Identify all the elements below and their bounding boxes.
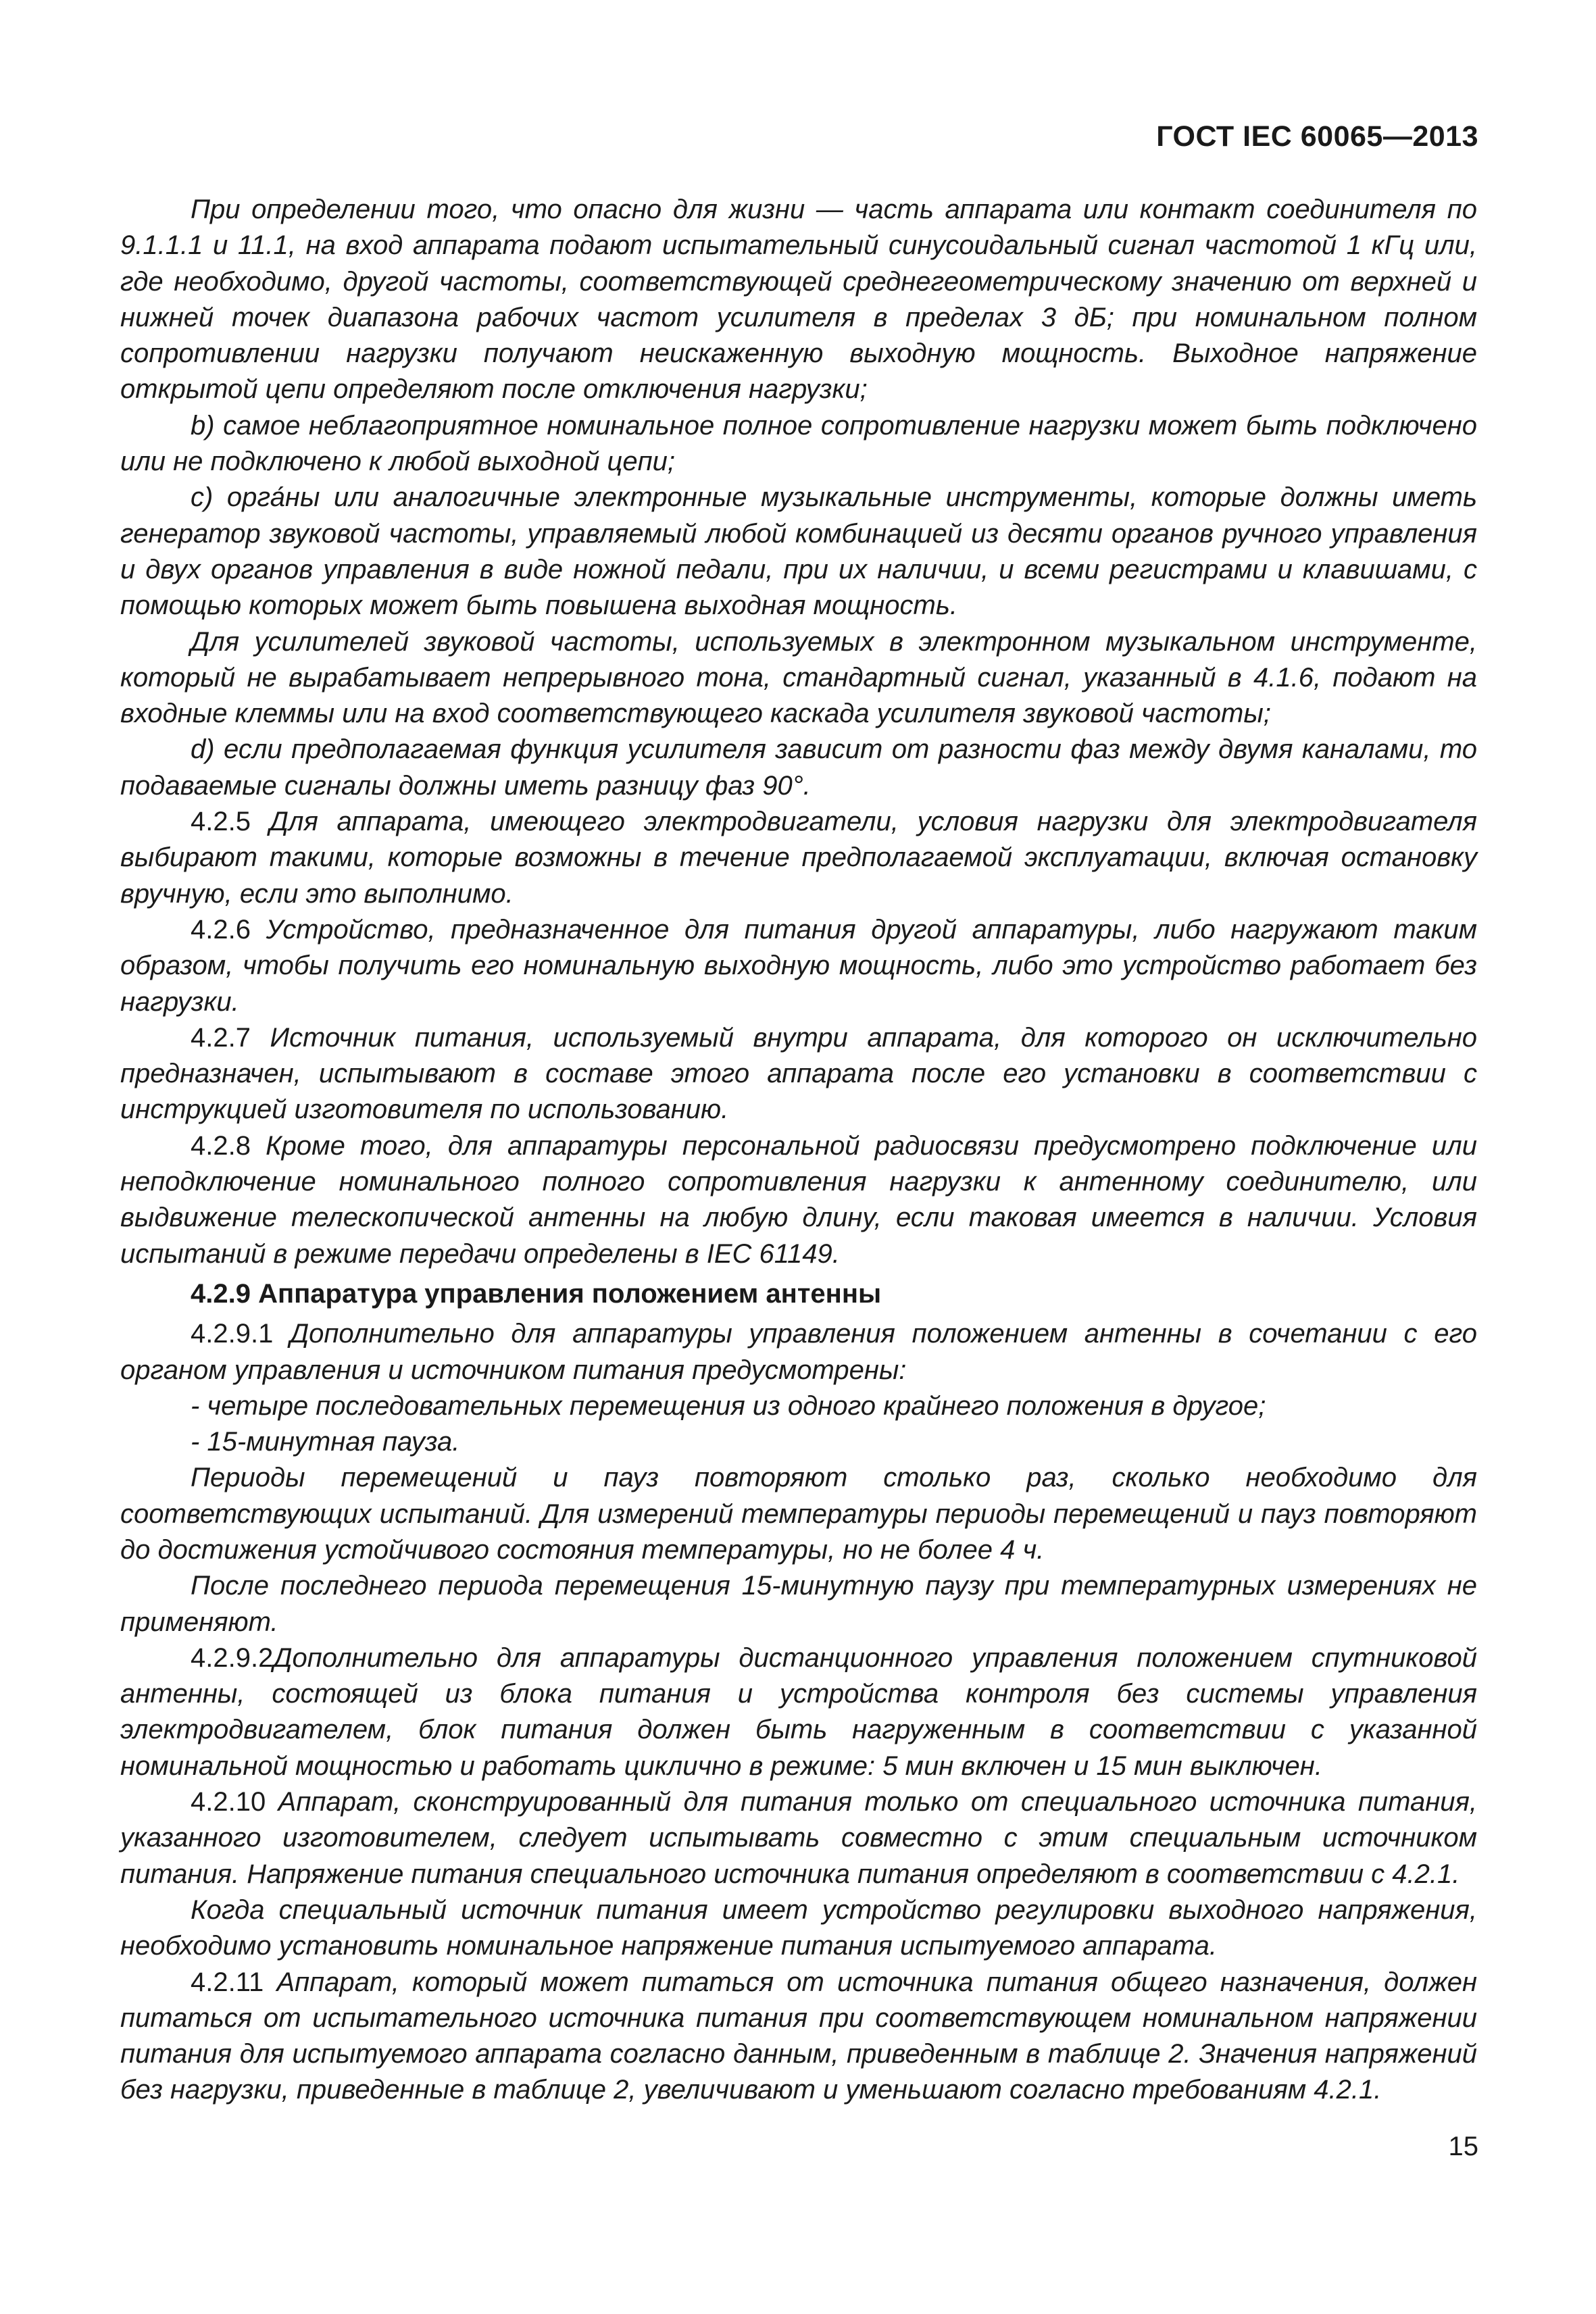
document-header: ГОСТ IEC 60065—2013 [1156, 120, 1478, 153]
paragraph-text: Устройство, предназначенное для питания другой аппаратуры, либо нагружают таким образом, чтобы получить его номинальную выходную мощность, либо это устройство работает без нагрузки. [120, 914, 1477, 1017]
clause-number: 4.2.7 [191, 1022, 251, 1053]
clause-number: 4.2.11 [191, 1967, 264, 1997]
paragraph [120, 804, 1477, 912]
paragraph-text: b) самое неблагоприятное номинальное полное сопротивление нагрузки может быть подключено или не подключено к любой выходной цепи; [120, 410, 1477, 477]
paragraph [120, 1020, 1477, 1128]
paragraph [120, 1316, 1477, 1388]
paragraph [120, 1784, 1477, 1892]
paragraph-text: Аппарат, сконструированный для питания только от специального источника питания, указанного изготовителем, следует испытывать совместно с этим специальным источником питания. Напряжение питания специального источника питания определяют в соответствии с 4.2.1. [120, 1787, 1477, 1889]
paragraph [120, 912, 1477, 1020]
paragraph [120, 624, 1477, 732]
clause-number: 4.2.9.1 [191, 1319, 274, 1349]
paragraph-text: d) если предполагаемая функция усилителя зависит от разности фаз между двумя каналами, то подаваемые сигналы должны иметь разницу фаз 90°. [120, 734, 1477, 801]
list-item [120, 1388, 1477, 1424]
paragraph-text: Аппарат, который может питаться от источника питания общего назначения, должен питаться от испытательного источника питания при соответствующем номинальном напряжении питания для испытуемого аппарата согласно данным, приведенным в таблице 2. Значения напряжений без нагрузки, приведенные в таблице 2, увеличивают и уменьшают согласно требованиям 4.2.1. [120, 1967, 1477, 2105]
paragraph-text: Дополнительно для аппаратуры управления положением антенны в сочетании с его органом управления и источником питания предусмотрены: [120, 1319, 1477, 1385]
clause-number: 4.2.8 [191, 1130, 251, 1161]
paragraph [120, 1892, 1477, 1965]
paragraph-text: - четыре последовательных перемещения из одного крайнего положения в другое; [191, 1390, 1266, 1421]
paragraph-text: Кроме того, для аппаратуры персональной радиосвязи предусмотрено подключение или неподключение номинального полного сопротивления нагрузки к антенному соединителю, или выдвижение телескопической антенны на любую длину, если таковая имеется в наличии. Условия испытаний в режиме передачи определены в IEC 61149. [120, 1130, 1477, 1269]
paragraph [120, 1640, 1477, 1784]
paragraph-text: Когда специальный источник питания имеет устройство регулировки выходного напряжения, необходимо установить номинальное напряжение питания испытуемого аппарата. [120, 1894, 1477, 1961]
paragraph-text: Для усилителей звуковой частоты, используемых в электронном музыкальном инструменте, который не вырабатывает непрерывного тона, стандартный сигнал, указанный в 4.1.6, подают на входные клеммы или на вход соответствующего каскада усилителя звуковой частоты; [120, 626, 1477, 729]
clause-number: 4.2.9.2 [191, 1642, 274, 1673]
paragraph-text: Дополнительно для аппаратуры дистанционного управления положением спутниковой антенны, состоящей из блока питания и устройства контроля без системы управления электродвигателем, блок питания должен быть нагруженным в соответствии с указанной номинальной мощностью и работать циклично в режиме: 5 мин включен и 15 мин выключен. [120, 1642, 1477, 1781]
paragraph-text: Периоды перемещений и пауз повторяют столько раз, сколько необходимо для соответствующих испытаний. Для измерений температуры периоды перемещений и пауз повторяют до достижения устойчивого состояния температуры, но не более 4 ч. [120, 1463, 1477, 1565]
paragraph-text: После последнего периода перемещения 15-минутную паузу при температурных измерениях не применяют. [120, 1571, 1477, 1637]
paragraph-text: c) орга́ны или аналогичные электронные музыкальные инструменты, которые должны иметь генератор звуковой частоты, управляемый любой комбинацией из десяти органов ручного управления и двух органов управления в виде ножной педали, при их наличии, и всеми регистрами и клавишами, с помощью которых может быть повышена выходная мощность. [120, 482, 1477, 621]
clause-number: 4.2.6 [191, 914, 251, 945]
paragraph-text: Для аппарата, имеющего электродвигатели, условия нагрузки для электродвигателя выбирают такими, которые возможны в течение предполагаемой эксплуатации, включая остановку вручную, если это выполнимо. [120, 807, 1477, 909]
section-heading: 4.2.9 Аппаратура управления положением антенны [191, 1278, 882, 1309]
paragraph-text: - 15-минутная пауза. [191, 1427, 460, 1457]
paragraph [120, 408, 1477, 480]
paragraph [120, 1128, 1477, 1272]
list-item [120, 1424, 1477, 1460]
paragraph [120, 1460, 1477, 1568]
clause-number: 4.2.5 [191, 807, 251, 837]
paragraph-text: Источник питания, используемый внутри аппарата, для которого он исключительно предназначен, испытывают в составе этого аппарата после его установки в соответствии с инструкцией изготовителя по использованию. [120, 1022, 1477, 1125]
page-number: 15 [1448, 2132, 1478, 2161]
document-body [120, 192, 1477, 2109]
paragraph [120, 192, 1477, 408]
paragraph [120, 480, 1477, 624]
paragraph [120, 1965, 1477, 2109]
paragraph [120, 1568, 1477, 1640]
paragraph [120, 732, 1477, 804]
clause-number: 4.2.10 [191, 1787, 266, 1817]
paragraph-text: При определении того, что опасно для жизни — часть аппарата или контакт соединителя по 9.1.1.1 и 11.1, на вход аппарата подают испытательный синусоидальный сигнал частотой 1 кГц или, где необходимо, другой частоты, соответствующей среднегеометрическому значению от верхней и нижней точек диапазона рабочих частот усилителя в пределах 3 дБ; при номинальном полном сопротивлении нагрузки получают неискаженную выходную мощность. Выходное напряжение открытой цепи определяют после отключения нагрузки; [120, 195, 1477, 405]
